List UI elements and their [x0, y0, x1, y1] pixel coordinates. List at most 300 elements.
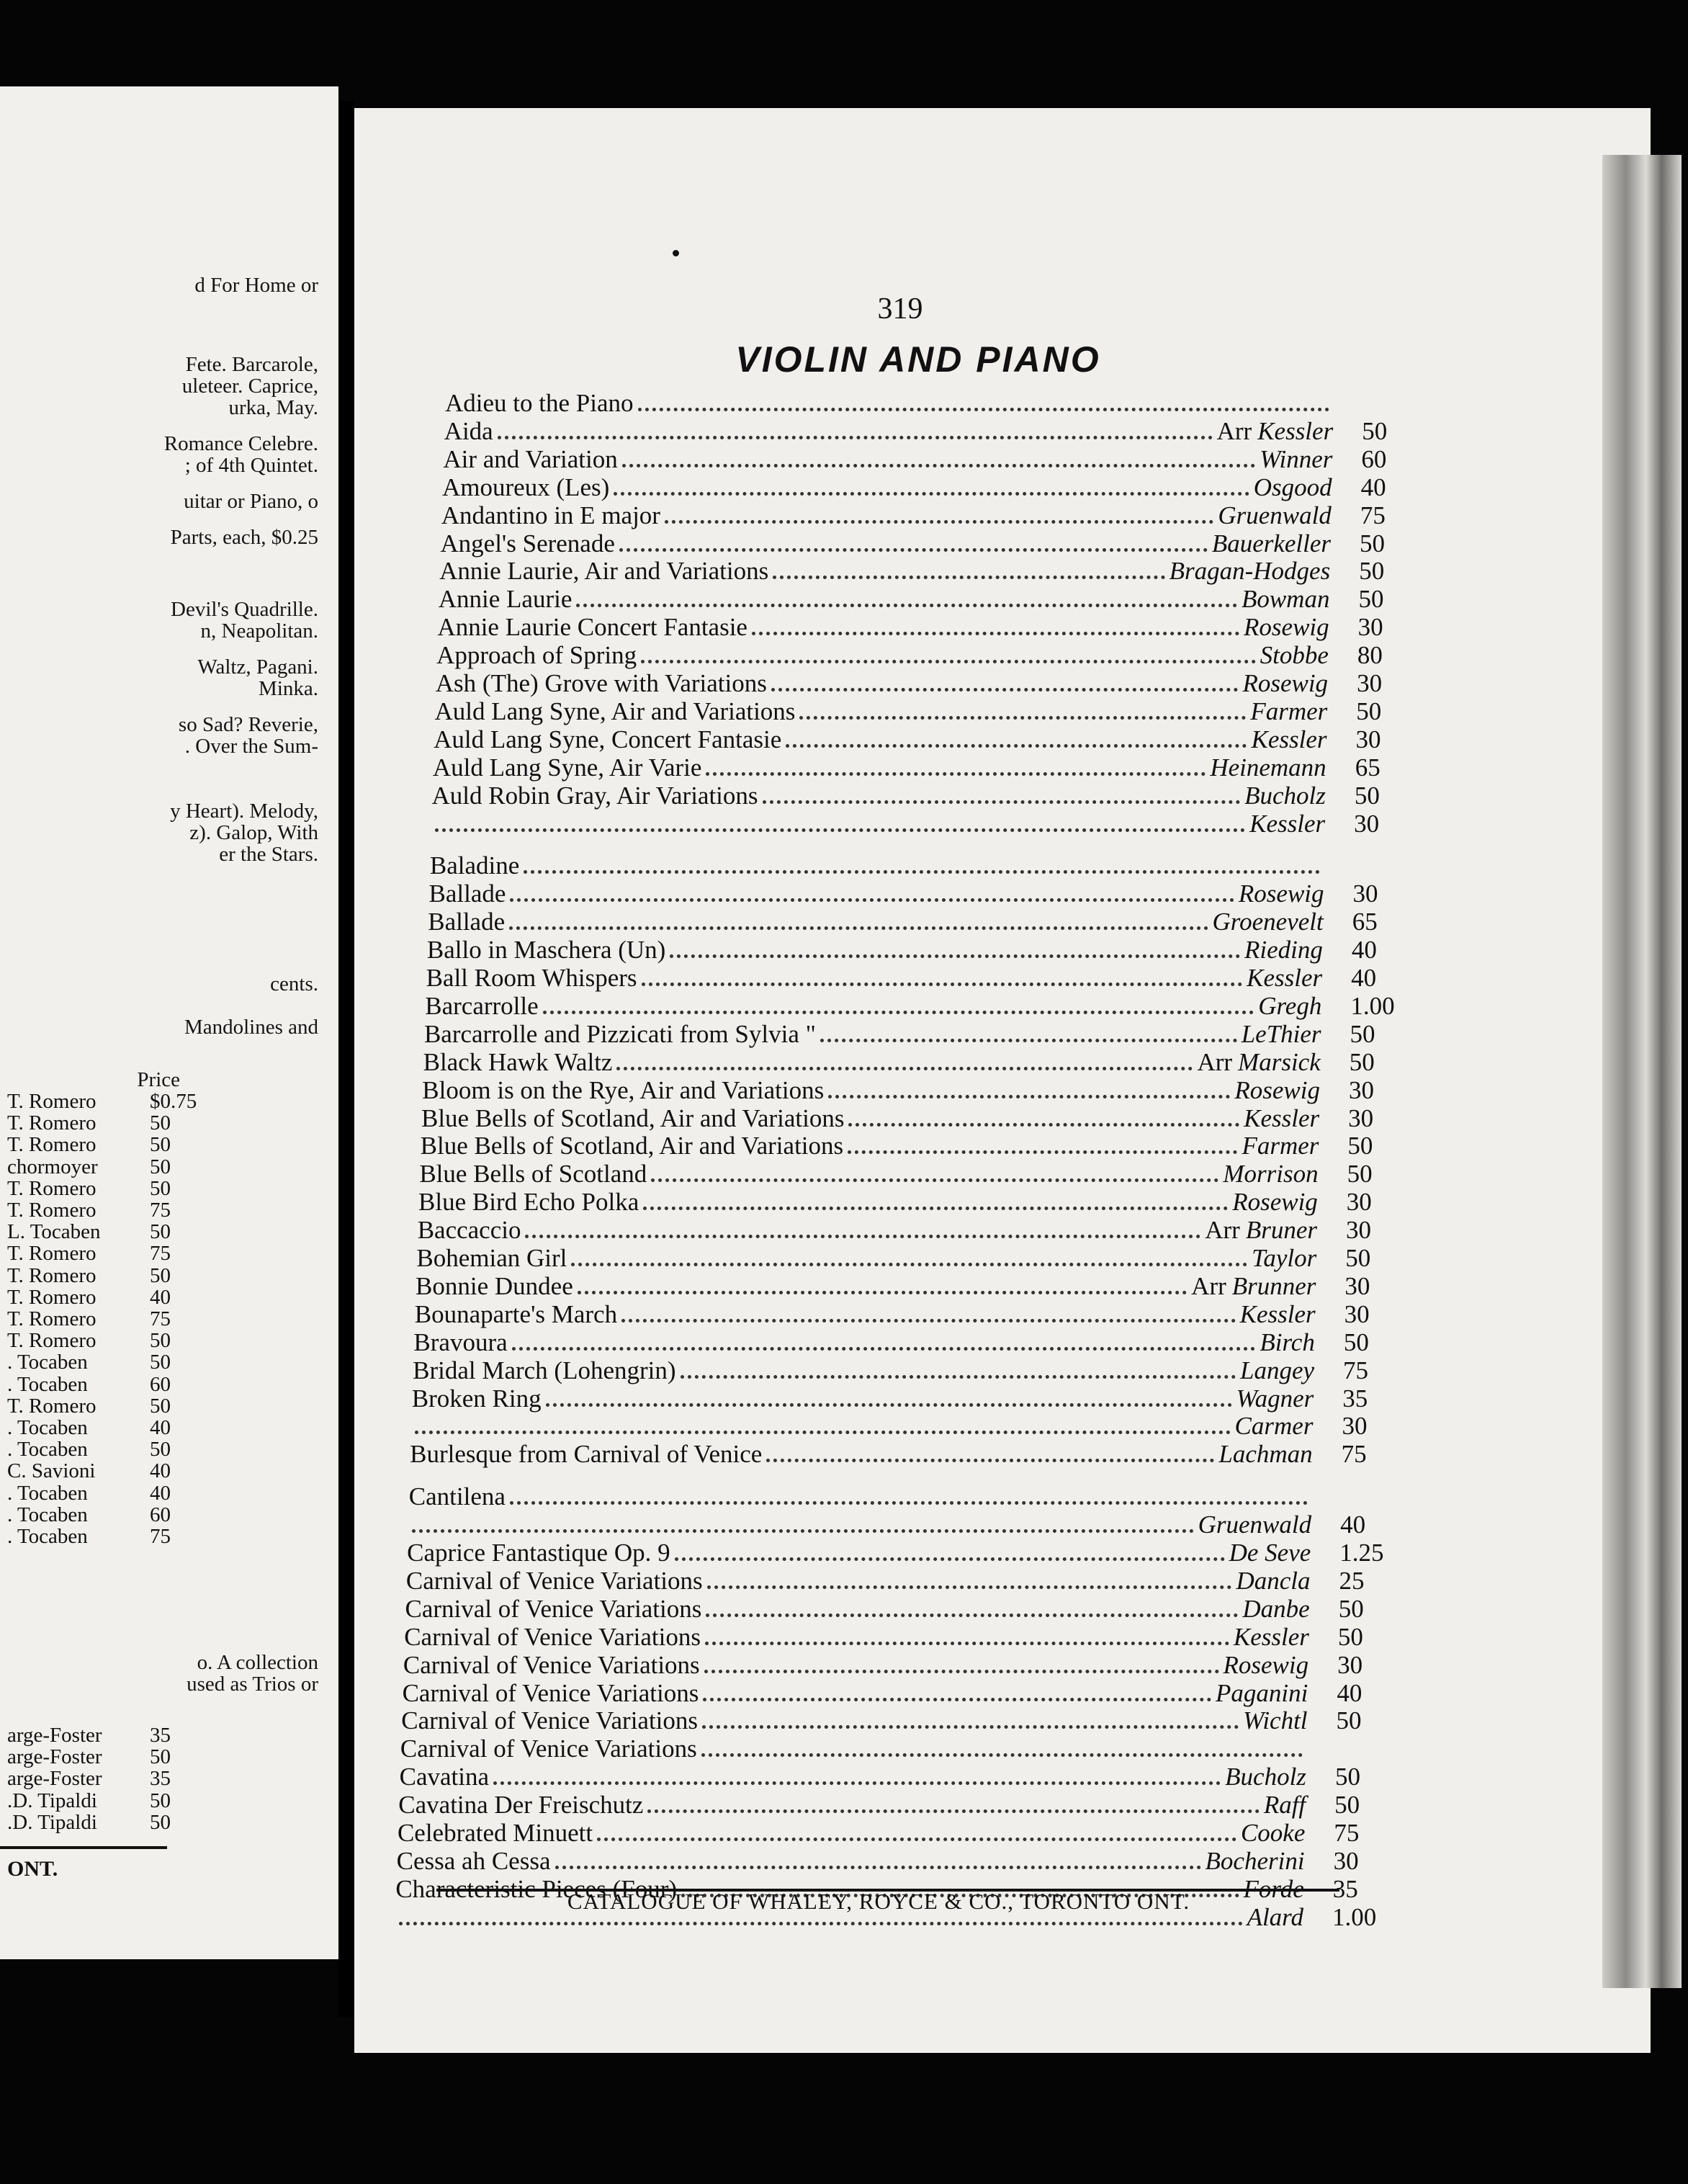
entry-price: 50	[1347, 1132, 1373, 1160]
arranger-name: Kessler	[1249, 809, 1326, 838]
catalogue-entry	[441, 501, 1386, 530]
arranger-name: Kessler	[1257, 416, 1334, 445]
dot-leader	[510, 898, 1234, 902]
left-page-text-line: so Sad? Reverie,	[178, 713, 318, 736]
dot-leader	[493, 1781, 1221, 1785]
entry-price: 1.25	[1339, 1539, 1384, 1567]
arranger-name: Rosewig	[1238, 880, 1324, 908]
catalogue-entry	[408, 1511, 1366, 1539]
price: 60	[150, 1372, 171, 1396]
arranger-name: Taylor	[1252, 1244, 1317, 1272]
left-page-text-line: d For Home or	[194, 274, 318, 297]
arranger-name: Rosewig	[1242, 669, 1329, 697]
arranger-name: Stobbe	[1260, 641, 1329, 670]
catalogue-entry	[405, 1594, 1364, 1624]
catalogue-entry	[410, 1440, 1367, 1469]
page-number: 319	[877, 292, 923, 326]
left-page-text-line: Parts, each, $0.25	[170, 526, 318, 549]
dot-leader	[415, 1431, 1230, 1434]
entry-price: 50	[1343, 1328, 1369, 1356]
dot-leader	[571, 1263, 1247, 1266]
dot-leader	[619, 548, 1208, 552]
price: 40	[150, 1285, 171, 1309]
catalogue-entry	[439, 557, 1385, 586]
price: 50	[150, 1133, 171, 1157]
arranger-name: Bragan-Hodges	[1169, 557, 1331, 586]
price: 50	[150, 1351, 171, 1374]
arranger-name: Kessler	[1244, 1104, 1320, 1132]
price: 50	[150, 1111, 171, 1135]
dot-leader	[642, 983, 1243, 986]
price: 40	[150, 1416, 171, 1439]
arranger-name: Bocherini	[1205, 1846, 1305, 1875]
composer-name: T. Romero	[7, 1111, 96, 1135]
composer-name: arge-Foster	[7, 1767, 102, 1791]
entry-title: Ballade	[428, 880, 506, 908]
entry-title: Bloom is on the Rye, Air and Variations	[422, 1075, 825, 1104]
entry-title: Amoureux (Les)	[442, 473, 610, 501]
dot-leader	[597, 1838, 1236, 1841]
entry-title: Carnival of Venice Variations	[405, 1594, 702, 1623]
arranger-prefix: Arr	[1205, 1216, 1240, 1245]
entry-title: Angel's Serenade	[440, 529, 615, 558]
entry-price: 65	[1352, 908, 1378, 936]
dot-leader	[399, 1922, 1243, 1925]
catalogue-entry	[444, 416, 1388, 446]
price: 50	[150, 1745, 171, 1769]
entry-title: Ash (The) Grove with Variations	[435, 669, 767, 697]
dot-leader	[512, 1347, 1256, 1351]
price: 75	[150, 1242, 171, 1266]
entry-price: 30	[1357, 613, 1383, 642]
entry-price: 1.00	[1350, 991, 1395, 1020]
arranger-name: Lachman	[1218, 1440, 1313, 1469]
arranger-name: Wichtl	[1243, 1706, 1308, 1735]
dot-leader	[670, 954, 1240, 958]
entry-title: Cantilena	[408, 1482, 506, 1511]
dot-leader	[675, 1557, 1225, 1561]
entry-title: Annie Laurie Concert Fantasie	[437, 613, 748, 642]
entry-title: Carnival of Venice Variations	[404, 1622, 701, 1651]
catalogue-footer: CATALOGUE OF WHALEY, ROYCE & CO., TORONTO ONT.	[567, 1889, 1190, 1914]
dot-leader	[543, 1011, 1254, 1014]
dot-leader	[525, 1235, 1200, 1238]
left-page-footer: ONT.	[7, 1857, 58, 1881]
catalogue-entry	[397, 1819, 1360, 1848]
arranger-name: Langey	[1240, 1356, 1315, 1384]
arranger-name: Marsick	[1238, 1047, 1321, 1076]
composer-name: T. Romero	[7, 1199, 96, 1222]
entry-title: Auld Lang Syne, Air and Variations	[434, 697, 796, 725]
entry-price: 50	[1345, 1244, 1371, 1272]
catalogue-entry	[401, 1706, 1362, 1735]
price: 50	[150, 1176, 171, 1200]
left-page-text-line: uleteer. Caprice,	[181, 375, 318, 398]
composer-name: .D. Tipaldi	[7, 1789, 97, 1812]
arranger-name: Rosewig	[1223, 1650, 1309, 1679]
left-page	[0, 86, 338, 1959]
entry-price: 50	[1334, 1763, 1360, 1791]
arranger-name: Raff	[1263, 1791, 1306, 1820]
entry-title: Carnival of Venice Variations	[401, 1706, 699, 1735]
catalogue-entry	[421, 1104, 1374, 1133]
entry-price: 50	[1362, 416, 1388, 445]
dot-leader	[498, 436, 1213, 439]
entry-title: Bravoura	[413, 1328, 508, 1356]
price: 50	[150, 1155, 171, 1178]
catalogue-entry	[398, 1791, 1360, 1820]
entry-price: 25	[1339, 1566, 1365, 1595]
left-page-text-line: uitar or Piano, o	[184, 490, 318, 513]
entry-price: 80	[1357, 641, 1383, 670]
entry-price: 75	[1341, 1440, 1367, 1469]
entry-price: 1.00	[1332, 1902, 1377, 1931]
left-page-text-line: n, Neapolitan.	[200, 619, 318, 643]
price: 75	[150, 1525, 171, 1548]
dot-leader	[702, 1725, 1239, 1729]
catalogue-entry	[436, 641, 1383, 670]
arranger-name: Rieding	[1244, 936, 1323, 965]
catalogue-entry	[428, 880, 1378, 908]
entry-price: 30	[1344, 1299, 1370, 1328]
arranger-name: Dancla	[1236, 1566, 1311, 1595]
catalogue-entry	[409, 1482, 1312, 1511]
catalogue-entry	[423, 1019, 1375, 1049]
entry-title: Auld Lang Syne, Concert Fantasie	[434, 725, 782, 753]
composer-name: . Tocaben	[7, 1481, 88, 1505]
catalogue-entry	[414, 1299, 1370, 1329]
arranger-name: Groenevelt	[1212, 908, 1324, 936]
dot-leader	[647, 1809, 1259, 1813]
arranger-name: Winner	[1260, 444, 1333, 473]
arranger-name: Kessler	[1233, 1622, 1309, 1651]
entry-title: Blue Bells of Scotland, Air and Variations	[421, 1104, 845, 1132]
arranger-name: Rosewig	[1232, 1188, 1318, 1217]
arranger-name: LeThier	[1241, 1019, 1321, 1048]
catalogue-entry	[399, 1763, 1360, 1791]
catalogue-entry	[442, 473, 1386, 502]
price: 50	[150, 1438, 171, 1462]
entry-title: Broken Ring	[411, 1384, 542, 1413]
entry-price: 75	[1343, 1356, 1369, 1384]
dot-leader	[848, 1123, 1239, 1127]
dot-leader	[820, 1039, 1237, 1042]
entry-title: Auld Robin Gray, Air Variations	[431, 781, 758, 810]
entry-price: 50	[1354, 781, 1380, 810]
arranger-name: Cooke	[1240, 1819, 1306, 1847]
dot-leader	[510, 1501, 1308, 1505]
entry-title: Carnival of Venice Variations	[403, 1650, 700, 1679]
entry-title: Andantino in E major	[441, 501, 660, 529]
entry-price: 50	[1334, 1791, 1360, 1820]
entry-price: 30	[1357, 669, 1383, 697]
entry-title: Cavatina	[399, 1763, 489, 1791]
price: 35	[150, 1767, 171, 1791]
left-page-text-line: Minka.	[259, 677, 318, 700]
dot-leader	[638, 408, 1330, 411]
dot-leader	[435, 828, 1245, 832]
book-gutter	[338, 101, 354, 2017]
entry-price: 50	[1338, 1594, 1364, 1623]
arranger-prefix: Arr	[1216, 416, 1252, 445]
arranger-name: Paganini	[1216, 1678, 1308, 1707]
entry-title: Ballade	[428, 908, 506, 936]
price: 50	[150, 1220, 171, 1244]
dot-leader	[412, 1529, 1193, 1533]
price: 35	[150, 1724, 171, 1747]
entry-price: 30	[1344, 1271, 1370, 1300]
entry-title: Bonnie Dundee	[416, 1271, 573, 1300]
composer-name: C. Savioni	[7, 1459, 96, 1483]
entry-price: 75	[1360, 501, 1386, 529]
catalogue-entry	[422, 1075, 1374, 1105]
arranger-name: Bucholz	[1244, 781, 1326, 810]
dot-leader	[706, 772, 1206, 776]
entry-price: 50	[1358, 585, 1384, 614]
dot-leader	[641, 660, 1255, 663]
arranger-name: Kessler	[1239, 1299, 1316, 1328]
price: 50	[150, 1263, 171, 1287]
dot-leader	[651, 1178, 1218, 1182]
arranger-name: Kessler	[1251, 725, 1327, 753]
catalogue-entry	[435, 669, 1383, 698]
entry-title: Ball Room Whispers	[426, 964, 637, 992]
catalogue-entry	[411, 1384, 1368, 1413]
left-page-rule	[0, 1846, 167, 1849]
ink-dot	[673, 250, 679, 256]
entry-price: 50	[1350, 1019, 1375, 1048]
catalogue-entry	[430, 851, 1324, 880]
catalogue-entry	[402, 1678, 1362, 1708]
catalogue-entry	[405, 1566, 1365, 1596]
arranger-name: Carmer	[1234, 1412, 1314, 1441]
dot-leader	[786, 744, 1247, 748]
dot-leader	[771, 688, 1239, 692]
catalogue-entry	[417, 1216, 1371, 1245]
arranger-name: Birch	[1260, 1328, 1315, 1356]
catalogue-entry	[440, 529, 1386, 558]
composer-name: T. Romero	[7, 1242, 96, 1266]
entry-title: Ballo in Maschera (Un)	[426, 936, 666, 965]
entry-title: Aida	[444, 416, 493, 445]
entry-price: 50	[1349, 1047, 1375, 1076]
catalogue-entry	[432, 753, 1381, 782]
composer-name: .D. Tipaldi	[7, 1810, 97, 1834]
entry-price: 60	[1361, 444, 1387, 473]
catalogue-entry	[416, 1244, 1371, 1273]
catalogue-entry	[438, 585, 1384, 614]
entry-price: 50	[1347, 1160, 1373, 1189]
catalogue-entry	[434, 697, 1382, 726]
arranger-name: Rosewig	[1244, 613, 1329, 642]
composer-name: . Tocaben	[7, 1416, 88, 1439]
price: 50	[150, 1810, 171, 1834]
dot-leader	[763, 800, 1241, 804]
arranger-name: Bucholz	[1225, 1763, 1306, 1791]
catalogue-entry	[407, 1539, 1384, 1567]
price: 40	[150, 1459, 171, 1483]
entry-title: Cavatina Der Freischutz	[398, 1791, 644, 1820]
dot-leader	[707, 1585, 1232, 1589]
price: 75	[150, 1307, 171, 1330]
left-page-text-line: cents.	[270, 972, 318, 995]
arranger-name: Farmer	[1250, 697, 1328, 725]
dot-leader	[546, 1403, 1232, 1407]
arranger-name: Bruner	[1245, 1216, 1317, 1245]
dot-leader	[704, 1670, 1219, 1673]
catalogue-entry	[443, 444, 1387, 474]
dot-leader	[616, 1067, 1193, 1070]
left-page-text-line: y Heart). Melody,	[170, 800, 318, 823]
price: $0.75	[150, 1090, 197, 1113]
price: 60	[150, 1503, 171, 1526]
entry-price: 30	[1348, 1075, 1374, 1104]
entry-title: Adieu to the Piano	[445, 389, 634, 417]
entry-price: 30	[1346, 1216, 1371, 1245]
arranger-name: De Seve	[1229, 1539, 1311, 1567]
arranger-name: Alard	[1247, 1902, 1303, 1931]
entry-price: 30	[1354, 809, 1380, 838]
arranger-name: Morrison	[1223, 1160, 1319, 1189]
composer-name: . Tocaben	[7, 1503, 88, 1526]
composer-name: chormoyer	[7, 1155, 98, 1178]
arranger-name: Gruenwald	[1218, 501, 1332, 529]
dot-leader	[701, 1753, 1303, 1757]
catalogue-entry	[410, 1412, 1368, 1441]
price: 50	[150, 1394, 171, 1418]
catalogue-entry	[400, 1735, 1307, 1763]
dot-leader	[706, 1614, 1238, 1617]
catalogue-entry	[423, 1047, 1375, 1077]
arranger-name: Brunner	[1231, 1271, 1316, 1300]
left-page-text-line: er the Stars.	[219, 843, 318, 866]
catalogue-entry	[426, 964, 1377, 993]
dot-leader	[614, 492, 1249, 496]
arranger-name: Osgood	[1253, 473, 1332, 501]
dot-leader	[705, 1642, 1229, 1645]
composer-name: arge-Foster	[7, 1745, 102, 1769]
entry-title: Annie Laurie, Air and Variations	[439, 557, 769, 586]
catalogue-entry	[437, 613, 1383, 642]
composer-name: T. Romero	[7, 1263, 96, 1287]
composer-name: T. Romero	[7, 1307, 96, 1330]
composer-name: . Tocaben	[7, 1372, 88, 1396]
composer-name: L. Tocaben	[7, 1220, 101, 1244]
dot-leader	[643, 1207, 1228, 1210]
catalogue-entry	[413, 1356, 1369, 1385]
dot-leader	[622, 464, 1256, 467]
entry-title: Bohemian Girl	[416, 1244, 567, 1272]
entry-price: 40	[1351, 964, 1377, 992]
entry-price: 30	[1355, 725, 1381, 753]
dot-leader	[828, 1095, 1230, 1098]
entry-title: Caprice Fantastique Op. 9	[407, 1539, 670, 1567]
arranger-name: Danbe	[1242, 1594, 1310, 1623]
entry-title: Cessa ah Cessa	[396, 1846, 551, 1875]
left-page-text-line: urka, May.	[228, 396, 318, 419]
entry-price: 40	[1360, 473, 1386, 501]
dot-leader	[703, 1698, 1211, 1701]
catalogue-entry	[404, 1622, 1363, 1652]
catalogue-entry	[426, 936, 1377, 965]
entry-title: Carnival of Venice Variations	[400, 1735, 697, 1763]
price-column-header: Price	[137, 1068, 180, 1091]
catalogue-entry	[431, 781, 1380, 810]
entry-title: Barcarrolle	[425, 991, 539, 1020]
left-page-text-line: Waltz, Pagani.	[197, 655, 318, 679]
price: 50	[150, 1789, 171, 1812]
entry-price: 50	[1356, 697, 1382, 725]
entry-title: Burlesque from Carnival of Venice	[410, 1440, 763, 1469]
arranger-name: Bowman	[1241, 585, 1330, 614]
entry-title: Auld Lang Syne, Air Varie	[432, 753, 702, 782]
arranger-prefix: Arr	[1197, 1047, 1233, 1076]
dot-leader	[752, 632, 1239, 635]
composer-name: T. Romero	[7, 1133, 96, 1157]
catalogue-entry	[403, 1650, 1363, 1680]
dot-leader	[555, 1866, 1201, 1869]
left-page-text-line: Fete. Barcarole,	[185, 353, 318, 376]
entry-title: Carnival of Venice Variations	[402, 1678, 699, 1707]
entry-price: 50	[1360, 529, 1386, 558]
price: 75	[150, 1199, 171, 1222]
entry-price: 50	[1336, 1706, 1362, 1735]
composer-name: arge-Foster	[7, 1724, 102, 1747]
entry-title: Barcarrolle and Pizzicati from Sylvia "	[423, 1019, 816, 1048]
arranger-name: Forde	[1243, 1874, 1304, 1903]
left-page-text-line: ; of 4th Quintet.	[184, 454, 318, 477]
arranger-prefix: Arr	[1191, 1271, 1226, 1300]
entry-title: Baccaccio	[417, 1216, 521, 1245]
dot-leader	[578, 1291, 1187, 1294]
composer-name: T. Romero	[7, 1285, 96, 1309]
composer-name: T. Romero	[7, 1176, 96, 1200]
entry-title: Bridal March (Lohengrin)	[413, 1356, 676, 1384]
composer-name: . Tocaben	[7, 1438, 88, 1462]
catalogue-entry	[419, 1160, 1373, 1189]
entry-price: 30	[1342, 1412, 1368, 1441]
composer-name: . Tocaben	[7, 1351, 88, 1374]
price: 50	[150, 1329, 171, 1353]
dot-leader	[681, 1375, 1236, 1379]
entry-title: Black Hawk Waltz	[423, 1047, 613, 1076]
entry-price: 40	[1340, 1511, 1366, 1539]
arranger-name: Farmer	[1242, 1132, 1319, 1160]
catalogue-entry	[445, 389, 1334, 418]
left-page-text-line: z). Galop, With	[189, 821, 318, 844]
arranger-name: Wagner	[1236, 1384, 1314, 1413]
arranger-name: Heinemann	[1210, 753, 1326, 782]
arranger-name: Kessler	[1247, 964, 1323, 992]
arranger-name: Gregh	[1258, 991, 1322, 1020]
entry-price: 30	[1346, 1188, 1372, 1217]
catalogue-entry	[413, 1328, 1369, 1357]
price: 40	[150, 1481, 171, 1505]
entry-price: 35	[1332, 1874, 1358, 1903]
page-title: VIOLIN AND PIANO	[735, 339, 1101, 380]
entry-title: Blue Bells of Scotland	[419, 1160, 647, 1189]
entry-price: 30	[1333, 1846, 1359, 1875]
catalogue-entry	[428, 908, 1378, 936]
composer-name: . Tocaben	[7, 1525, 88, 1548]
left-page-text-line: used as Trios or	[187, 1673, 318, 1696]
catalogue-entry	[416, 1271, 1370, 1301]
arranger-name: Bauerkeller	[1211, 529, 1332, 558]
entry-price: 30	[1348, 1104, 1374, 1132]
left-page-text-line: Mandolines and	[184, 1016, 318, 1039]
entry-price: 40	[1351, 936, 1377, 965]
entry-title: Blue Bird Echo Polka	[418, 1188, 639, 1217]
